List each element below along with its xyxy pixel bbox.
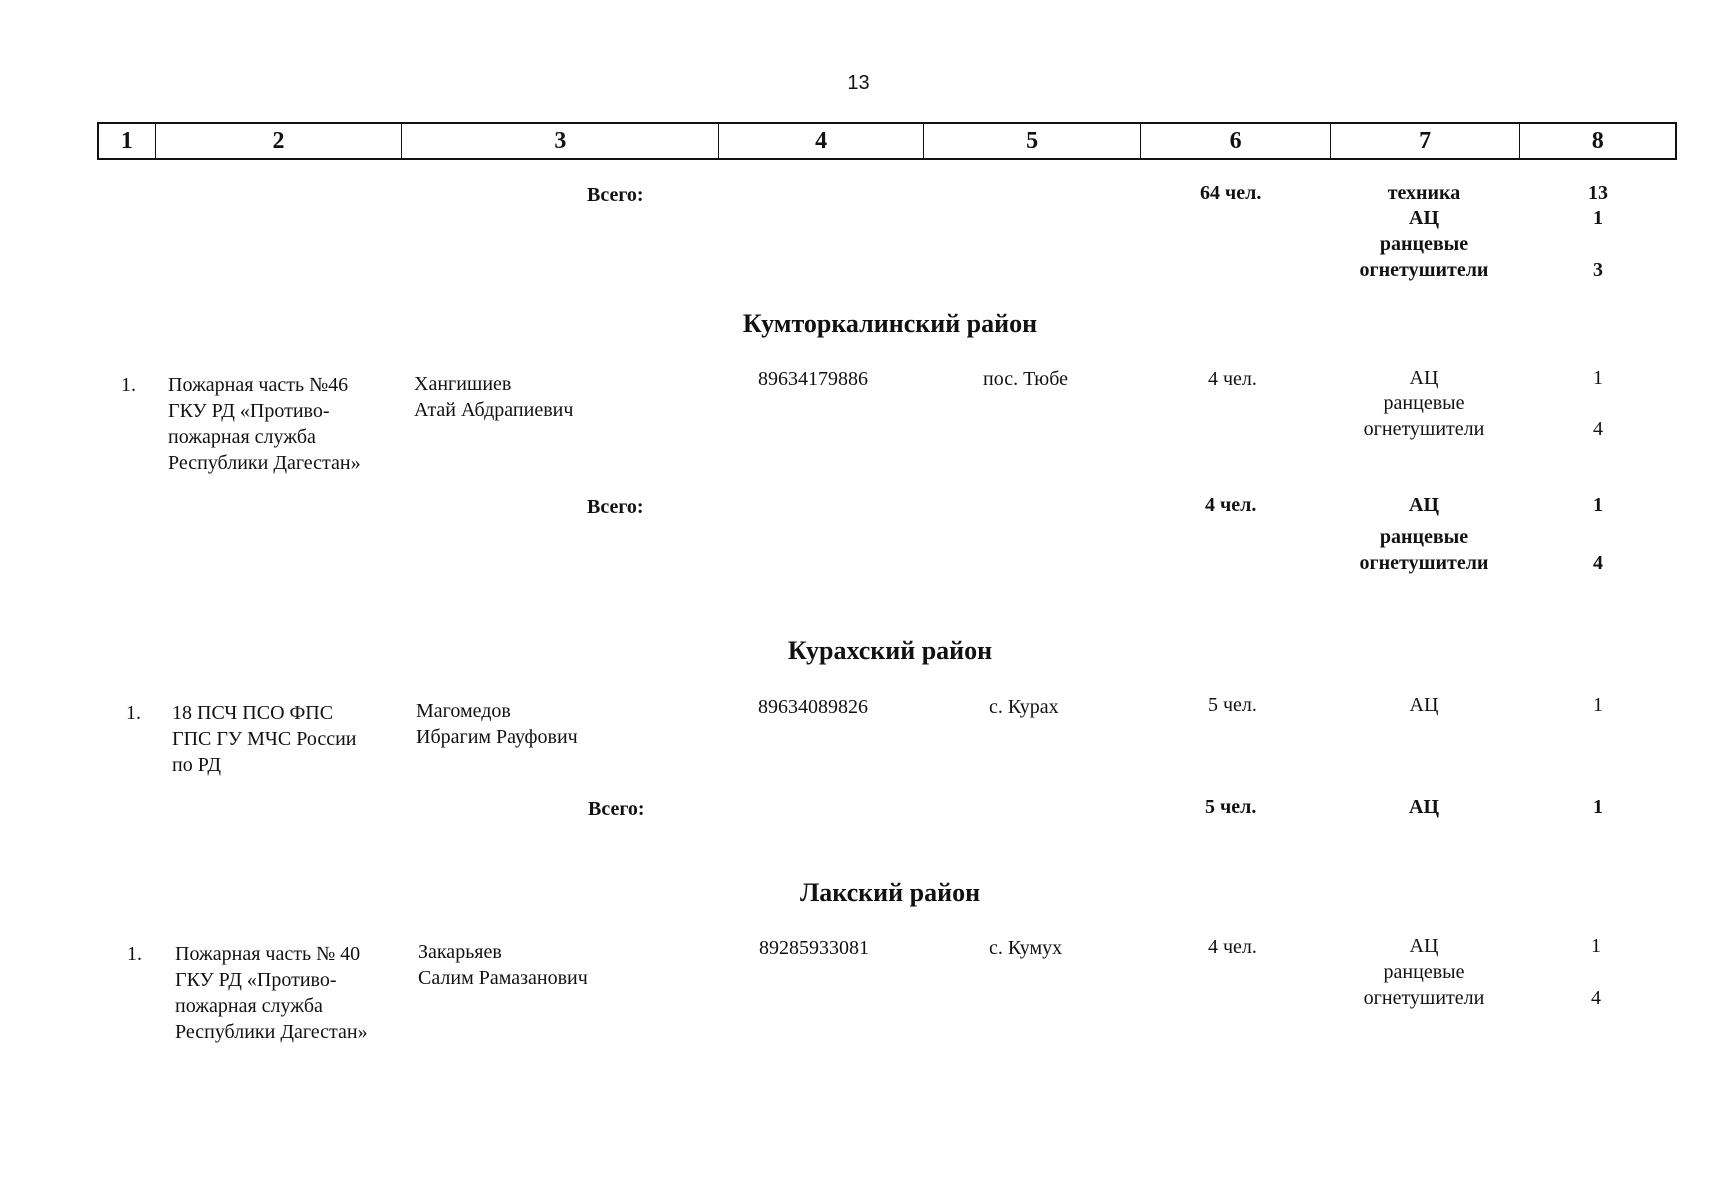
equipment-name: АЦ (1409, 367, 1439, 389)
total-label: Всего: (587, 496, 644, 518)
person-line: Магомедов (416, 700, 511, 722)
row-index: 1. (121, 374, 136, 396)
equipment-name: ранцевые (1379, 233, 1469, 255)
people-count: 4 чел. (1208, 936, 1257, 958)
equipment-count: 1 (1593, 796, 1603, 818)
phone-number: 89634089826 (758, 696, 868, 718)
responsible-person (416, 698, 578, 750)
organization-line: Пожарная часть №46 (168, 374, 349, 396)
location: с. Курах (989, 696, 1059, 718)
equipment-name: АЦ (1409, 207, 1439, 229)
column-header-3: 3 (402, 124, 719, 158)
organization-line: 18 ПСЧ ПСО ФПС (172, 702, 334, 724)
organization-line: по РД (172, 754, 221, 776)
equipment-count: 1 (1593, 494, 1603, 516)
equipment-name: ранцевые (1383, 392, 1465, 414)
equipment-name: огнетушители (1363, 418, 1485, 440)
person-line: Атай Абдрапиевич (414, 399, 574, 421)
column-header-5: 5 (924, 124, 1141, 158)
responsible-person (418, 939, 588, 991)
organization-line: Республики Дагестан» (175, 1021, 368, 1043)
total-label: Всего: (588, 798, 645, 820)
equipment-count: 1 (1593, 694, 1603, 716)
organization-line: Республики Дагестан» (168, 452, 361, 474)
person-line: Хангишиев (414, 373, 512, 395)
equipment-name: АЦ (1409, 694, 1439, 716)
total-label: Всего: (587, 184, 644, 206)
equipment-name: ранцевые (1383, 961, 1465, 983)
district-title: Лакский район (799, 878, 981, 907)
organization-name (168, 372, 394, 476)
equipment-count: 1 (1591, 935, 1601, 957)
responsible-person (414, 371, 573, 423)
column-header-8: 8 (1591, 127, 1604, 154)
district-title: Курахский район (787, 636, 993, 665)
equipment-count: 1 (1593, 207, 1603, 229)
organization-line: ГКУ РД «Противо- (168, 400, 330, 422)
phone-number: 89634179886 (758, 368, 868, 390)
column-header-6: 6 (1141, 124, 1331, 158)
equipment-name: техника (1387, 182, 1461, 204)
organization-line: Пожарная часть № 40 (175, 943, 361, 965)
person-line: Салим Рамазанович (418, 967, 588, 989)
equipment-count: 4 (1593, 552, 1603, 574)
row-index: 1. (127, 943, 142, 965)
column-header-row (97, 122, 1677, 160)
organization-line: ГКУ РД «Противо- (175, 969, 337, 991)
equipment-name: огнетушители (1359, 552, 1489, 574)
total-people: 5 чел. (1205, 796, 1257, 818)
equipment-name: ранцевые (1379, 526, 1469, 548)
column-header-1: 1 (99, 124, 156, 158)
total-people: 4 чел. (1205, 494, 1257, 516)
organization-line: пожарная служба (175, 995, 323, 1017)
organization-line: ГПС ГУ МЧС России (172, 728, 357, 750)
equipment-count: 4 (1593, 418, 1603, 440)
equipment-name: АЦ (1409, 494, 1439, 516)
column-header-7: 7 (1331, 124, 1521, 158)
organization-name (172, 700, 398, 778)
equipment-count: 3 (1593, 259, 1603, 281)
equipment-name: АЦ (1409, 796, 1439, 818)
people-count: 4 чел. (1208, 368, 1257, 390)
equipment-name: огнетушители (1363, 987, 1485, 1009)
equipment-name: АЦ (1409, 935, 1439, 957)
total-people: 64 чел. (1200, 182, 1262, 204)
phone-number: 89285933081 (759, 937, 869, 959)
equipment-count: 4 (1591, 987, 1601, 1009)
person-line: Закарьяев (418, 941, 502, 963)
equipment-count: 1 (1593, 367, 1603, 389)
equipment-name: огнетушители (1359, 259, 1489, 281)
organization-line: пожарная служба (168, 426, 316, 448)
location: с. Кумух (989, 937, 1063, 959)
person-line: Ибрагим Рауфович (416, 726, 578, 748)
column-header-2: 2 (156, 124, 402, 158)
equipment-count: 13 (1588, 182, 1608, 204)
district-title: Кумторкалинский район (742, 309, 1038, 338)
page-number: 13 (847, 72, 870, 94)
column-header-4: 4 (719, 124, 923, 158)
row-index: 1. (126, 702, 141, 724)
organization-name (175, 941, 401, 1045)
people-count: 5 чел. (1208, 694, 1257, 716)
location: пос. Тюбе (983, 368, 1069, 390)
